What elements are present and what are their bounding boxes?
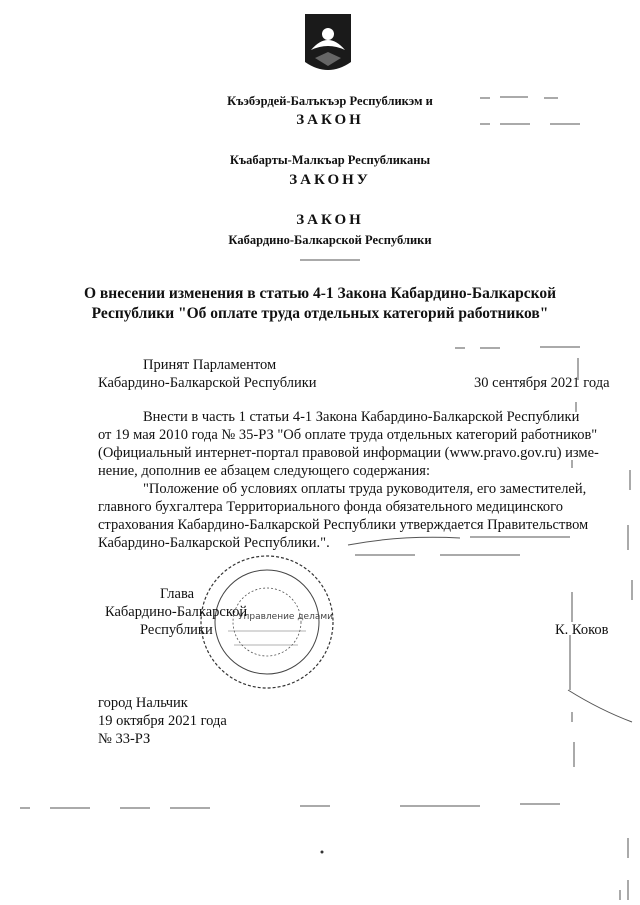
footer-date: 19 октября 2021 года bbox=[98, 713, 227, 729]
adopted-by-parliament: Принят Парламентом bbox=[143, 357, 277, 373]
title-line-1: О внесении изменения в статью 4-1 Закона Кабардино-Балкарской bbox=[83, 285, 557, 302]
p2-line-4: Кабардино-Балкарской Республики.". bbox=[98, 535, 330, 551]
footer-law-number: № 33-РЗ bbox=[98, 731, 151, 747]
header-law-kabardian: ЗАКОН bbox=[296, 112, 364, 128]
signatory-name: К. Коков bbox=[555, 622, 609, 638]
adoption-date: 30 сентября 2021 года bbox=[474, 375, 610, 391]
signature-role-1: Глава bbox=[160, 586, 195, 602]
p2-line-1: "Положение об условиях оплаты труда руководителя, его заместителей, bbox=[143, 481, 587, 497]
stamp-text: Управление делами bbox=[238, 612, 333, 622]
p1-line-2: от 19 мая 2010 года № 35-РЗ "Об оплате труда отдельных категорий работников" bbox=[98, 427, 598, 443]
signature-role-3: Республики bbox=[140, 622, 213, 638]
p1-line-3: (Официальный интернет-портал правовой информации (www.pravo.gov.ru) изме- bbox=[98, 445, 599, 461]
signature-role-2: Кабардино-Балкарской bbox=[105, 604, 248, 620]
p2-line-3: страхования Кабардино-Балкарской Республики утверждается Правительством bbox=[98, 517, 589, 533]
adopted-by-republic: Кабардино-Балкарской Республики bbox=[98, 375, 317, 391]
header-law-balkar: ЗАКОНУ bbox=[289, 172, 371, 188]
title-line-2: Республики "Об оплате труда отдельных категорий работников" bbox=[91, 305, 549, 322]
header-line-russian: Кабардино-Балкарской Республики bbox=[228, 233, 432, 247]
p1-line-4: нение, дополнив ее абзацем следующего содержания: bbox=[98, 463, 430, 479]
p1-line-1: Внести в часть 1 статьи 4-1 Закона Кабардино-Балкарской Республики bbox=[143, 409, 580, 425]
header-line-kabardian: Къэбэрдей-Балъкъэр Республикэм и bbox=[227, 94, 433, 108]
header-line-balkar: Къабарты-Малкъар Республиканы bbox=[229, 153, 431, 167]
header-law-russian: ЗАКОН bbox=[296, 212, 364, 228]
footer-city: город Нальчик bbox=[98, 695, 188, 711]
p2-line-2: главного бухгалтера Территориального фонда обязательного медицинского bbox=[98, 499, 563, 515]
